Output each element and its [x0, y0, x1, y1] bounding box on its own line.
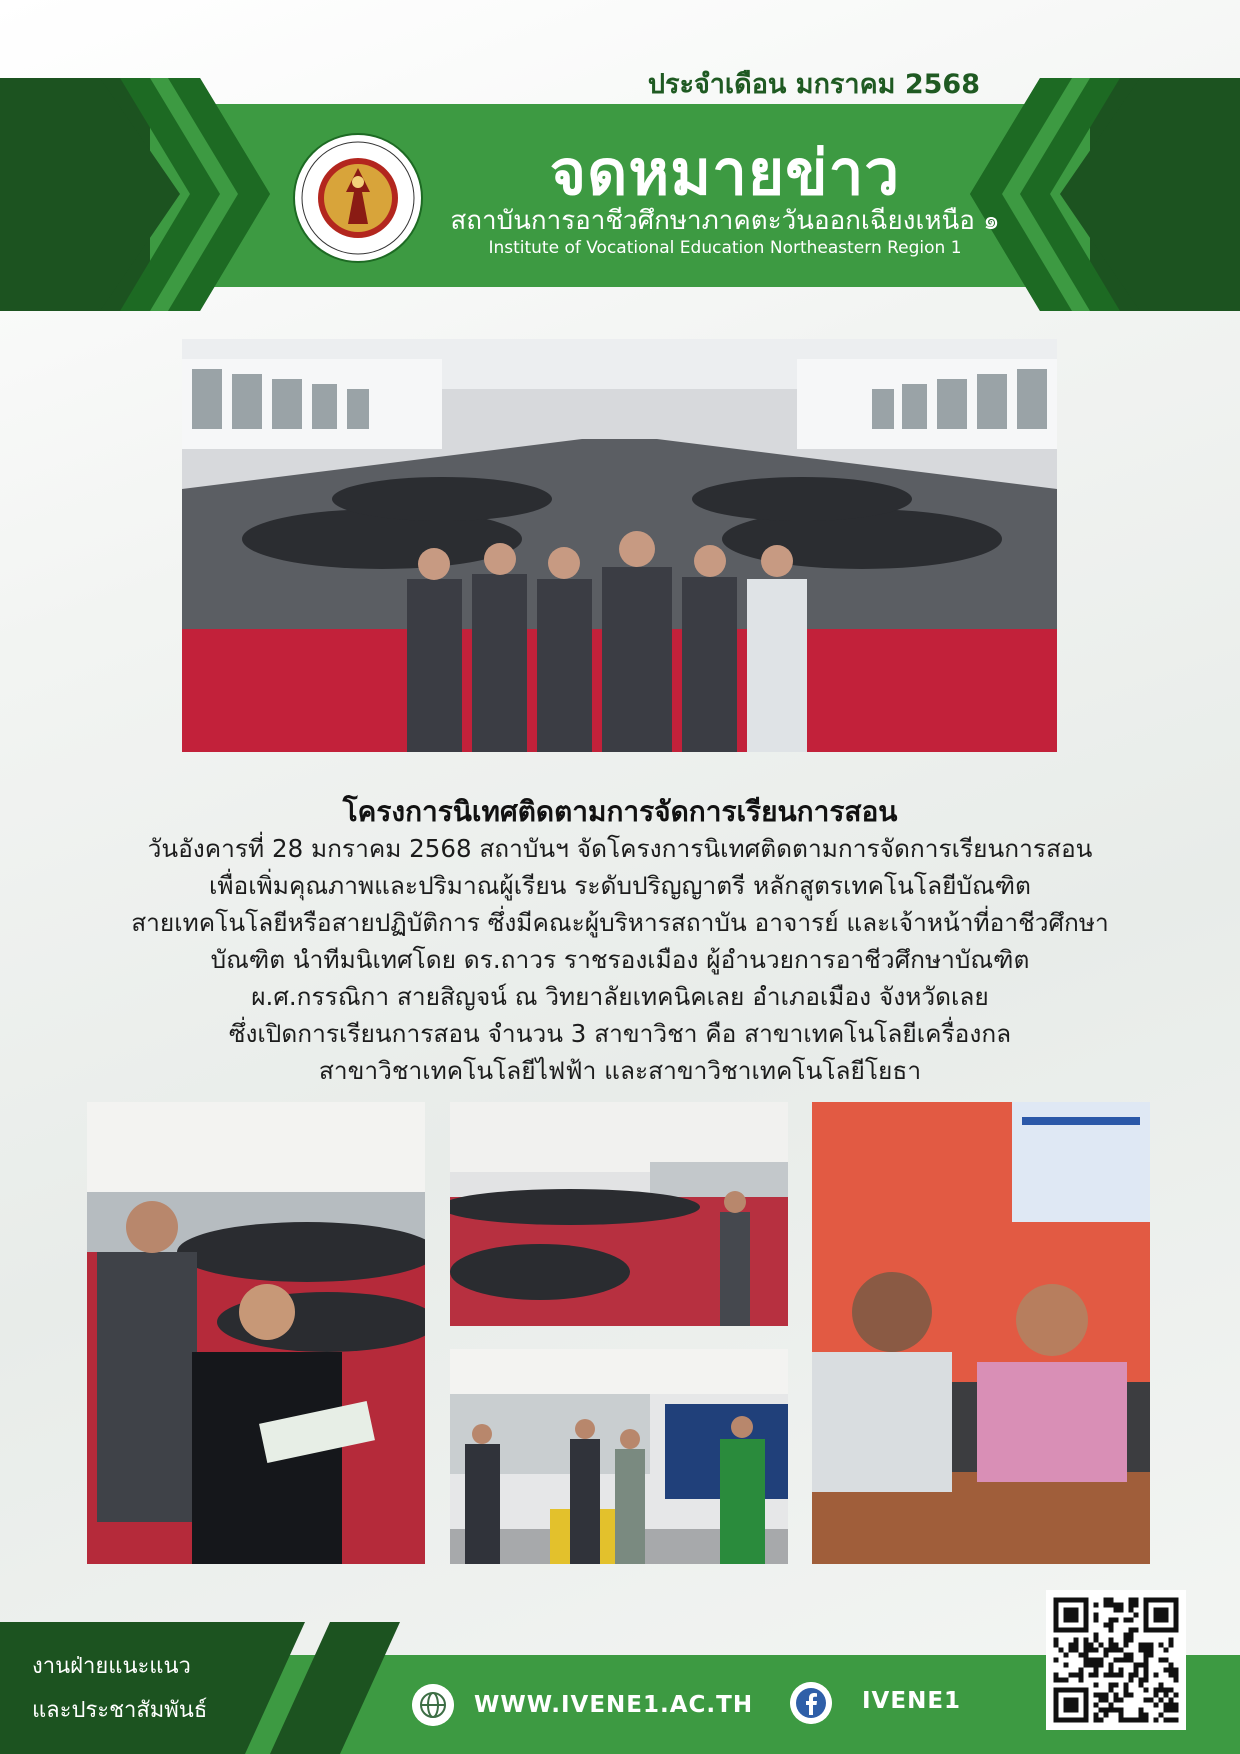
article-line: ผ.ศ.กรรณิกา สายสิญจน์ ณ วิทยาลัยเทคนิคเลย อำเภอเมือง จังหวัดเลย — [251, 982, 989, 1011]
newsletter-title: จดหมายข่าว — [549, 136, 901, 209]
facebook-page-link[interactable]: IVENE1 — [862, 1688, 962, 1714]
department-name-line2: และประชาสัมพันธ์ — [32, 1698, 208, 1723]
facebook-icon — [790, 1682, 832, 1724]
globe-icon — [412, 1684, 454, 1726]
photo-meeting-table — [812, 1102, 1150, 1564]
website-link[interactable]: WWW.IVENE1.AC.TH — [474, 1692, 754, 1718]
main-group-photo — [182, 339, 1057, 752]
article-headline: โครงการนิเทศติดตามการจัดการเรียนการสอน — [342, 795, 898, 828]
photo-presentation — [450, 1349, 788, 1564]
photo-students-seated — [87, 1102, 425, 1564]
qr-code-icon[interactable] — [1046, 1590, 1186, 1730]
article-line: วันอังคารที่ 28 มกราคม 2568 สถาบันฯ จัดโครงการนิเทศติดตามการจัดการเรียนการสอน — [147, 834, 1093, 863]
photo-hall-audience — [450, 1102, 788, 1326]
article-body — [60, 830, 1180, 1089]
article-line: สาขาวิชาเทคโนโลยีไฟฟ้า และสาขาวิชาเทคโนโลยีโยธา — [318, 1056, 922, 1085]
article-line: เพื่อเพิ่มคุณภาพและปริมาณผู้เรียน ระดับปริญญาตรี หลักสูตรเทคโนโลยีบัณฑิต — [209, 871, 1031, 900]
institute-name-thai: สถาบันการอาชีวศึกษาภาคตะวันออกเฉียงเหนือ ๑ — [450, 206, 1000, 236]
article-line: สายเทคโนโลยีหรือสายปฏิบัติการ ซึ่งมีคณะผู้บริหารสถาบัน อาจารย์ และเจ้าหน้าที่อาชีวศึกษา — [131, 908, 1109, 937]
institute-name-english: Institute of Vocational Education Northeastern Region 1 — [488, 238, 962, 258]
issue-month: ประจำเดือน มกราคม 2568 — [647, 69, 980, 100]
department-name-line1: งานฝ่ายแนะแนว — [32, 1654, 191, 1679]
article-line: ซึ่งเปิดการเรียนการสอน จำนวน 3 สาขาวิชา คือ สาขาเทคโนโลยีเครื่องกล — [228, 1019, 1012, 1048]
footer-decor — [0, 1622, 420, 1754]
article-line: บัณฑิต นำทีมนิเทศโดย ดร.ถาวร ราชรองเมือง ผู้อำนวยการอาชีวศึกษาบัณฑิต — [210, 945, 1030, 974]
